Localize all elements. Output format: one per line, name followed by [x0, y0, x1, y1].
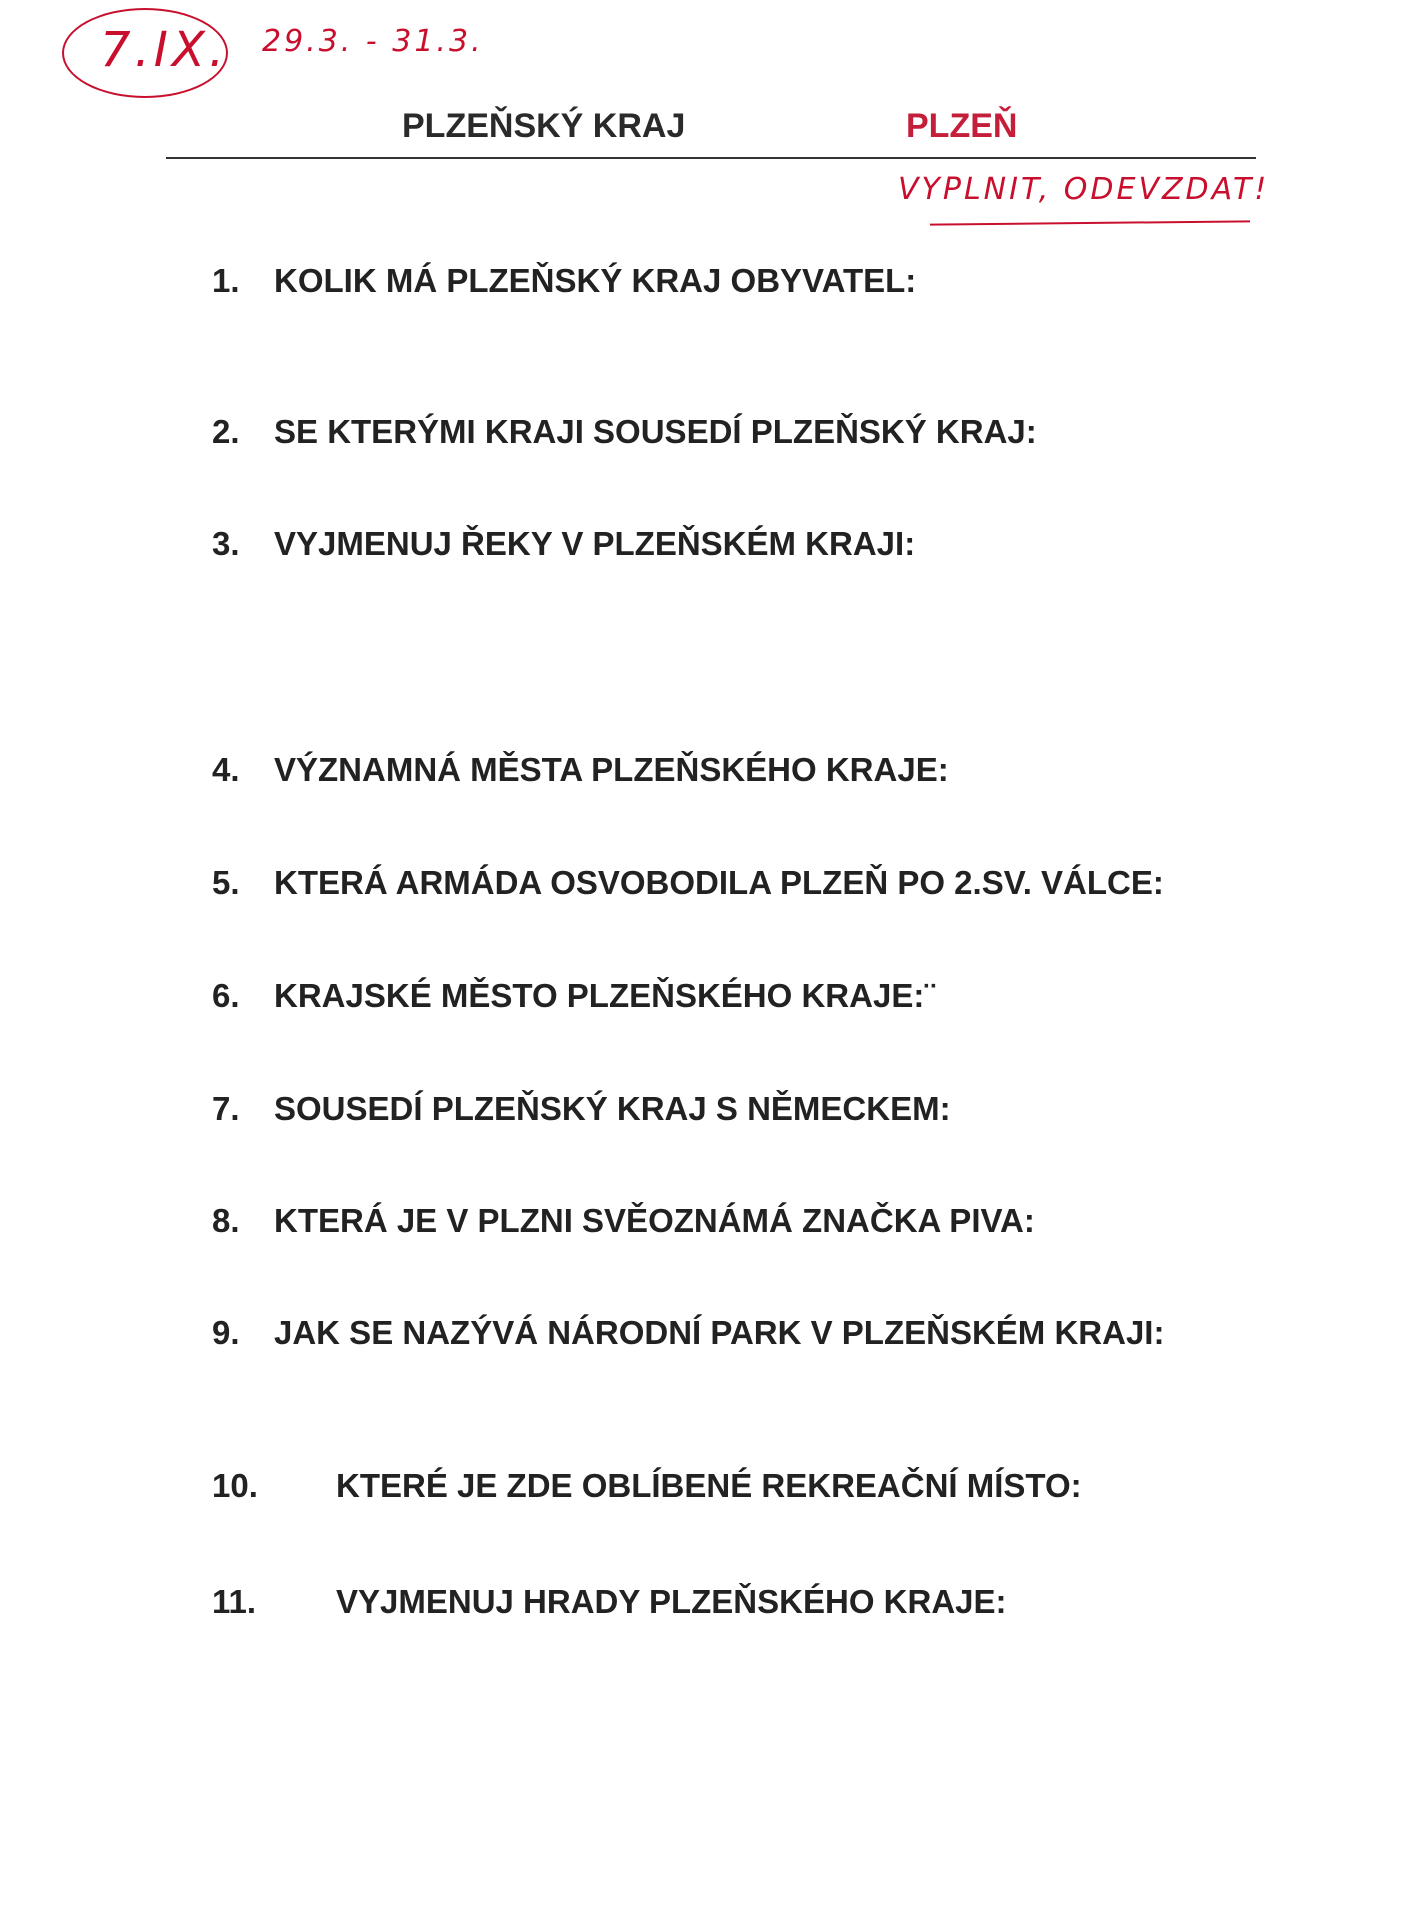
question-number: 1.	[212, 262, 240, 299]
question-text: JAK SE NAZÝVÁ NÁRODNÍ PARK V PLZEŇSKÉM KRAJI:	[274, 1314, 1165, 1351]
question-number: 10.	[212, 1467, 258, 1504]
question-6	[212, 977, 936, 1015]
question-number: 5.	[212, 864, 240, 901]
question-4	[212, 751, 949, 789]
question-text: SE KTERÝMI KRAJI SOUSEDÍ PLZEŇSKÝ KRAJ:	[274, 413, 1037, 450]
question-number: 6.	[212, 977, 240, 1014]
question-5	[212, 864, 1164, 902]
question-text: VÝZNAMNÁ MĚSTA PLZEŇSKÉHO KRAJE:	[274, 751, 949, 788]
header-divider	[166, 157, 1256, 159]
question-text: KOLIK MÁ PLZEŇSKÝ KRAJ OBYVATEL:	[274, 262, 917, 299]
question-text: VYJMENUJ ŘEKY V PLZEŇSKÉM KRAJI:	[274, 525, 916, 562]
instruction-underline	[930, 220, 1250, 225]
question-number: 4.	[212, 751, 240, 788]
question-number: 11.	[212, 1583, 257, 1620]
question-number: 9.	[212, 1314, 240, 1351]
question-3	[212, 525, 916, 563]
question-10	[212, 1467, 1082, 1505]
header-region-title: PLZEŇSKÝ KRAJ	[402, 107, 686, 145]
question-9	[212, 1314, 1165, 1352]
question-2	[212, 413, 1037, 451]
question-number: 2.	[212, 413, 240, 450]
question-number: 7.	[212, 1090, 240, 1127]
question-7	[212, 1090, 951, 1128]
question-text: SOUSEDÍ PLZEŇSKÝ KRAJ S NĚMECKEM:	[274, 1090, 951, 1127]
question-number: 8.	[212, 1202, 240, 1239]
header-city-title: PLZEŇ	[906, 107, 1018, 145]
question-text: KTERÁ ARMÁDA OSVOBODILA PLZEŇ PO 2.SV. VÁLCE:	[274, 864, 1164, 901]
question-text: KRAJSKÉ MĚSTO PLZEŇSKÉHO KRAJE:¨	[274, 977, 936, 1014]
question-text: KTERÉ JE ZDE OBLÍBENÉ REKREAČNÍ MÍSTO:	[336, 1467, 1082, 1504]
question-number: 3.	[212, 525, 240, 562]
question-1	[212, 262, 917, 300]
question-text: VYJMENUJ HRADY PLZEŇSKÉHO KRAJE:	[336, 1583, 1007, 1620]
question-8	[212, 1202, 1035, 1240]
handwritten-dates: 29.3. - 31.3.	[262, 24, 484, 59]
question-11	[212, 1583, 1007, 1621]
class-label: 7.IX.	[100, 22, 229, 78]
question-text: KTERÁ JE V PLZNI SVĚOZNÁMÁ ZNAČKA PIVA:	[274, 1202, 1035, 1239]
handwritten-instruction: VYPLNIT, ODEVZDAT!	[898, 172, 1270, 207]
